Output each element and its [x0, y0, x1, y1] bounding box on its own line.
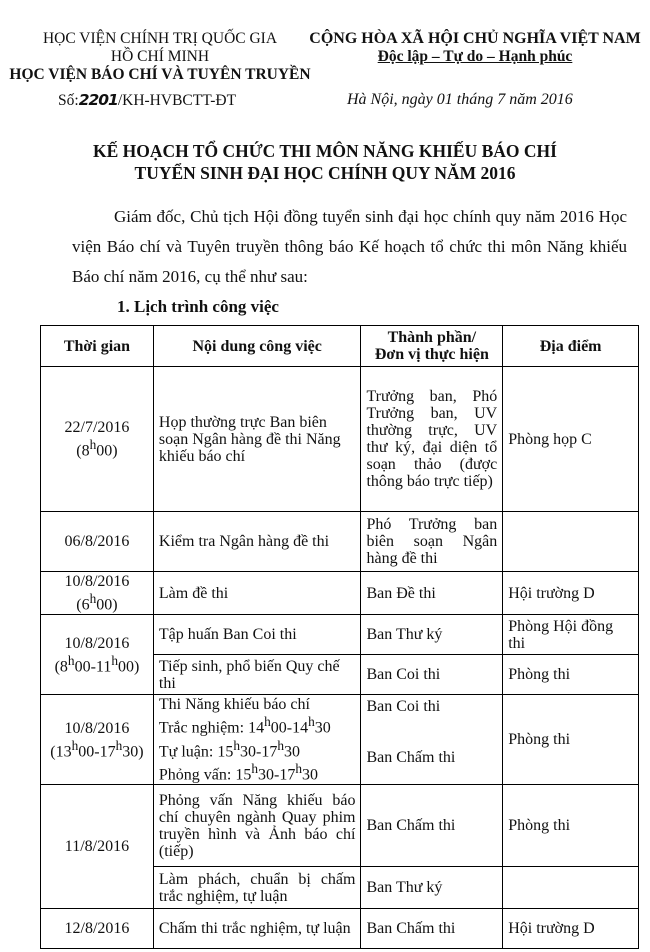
cell-unit: Trưởng ban, Phó Trưởng ban, UV thường trực, UV thư ký, đại diện tổ soạn thảo (được thông báo trực tiếp) — [361, 367, 503, 512]
cell-unit: Ban Coi thi Ban Chấm thi — [361, 695, 503, 785]
cell-place: Phòng thi — [503, 695, 639, 785]
cell-unit: Ban Coi thi — [361, 655, 503, 695]
cell-content: Tiếp sinh, phổ biến Quy chế thi — [153, 655, 361, 695]
cell-unit: Ban Thư ký — [361, 615, 503, 655]
cell-place: Phòng thi — [503, 785, 639, 867]
cell-content: Họp thường trực Ban biên soạn Ngân hàng đề thi Năng khiếu báo chí — [153, 367, 361, 512]
nation-motto: Độc lập – Tự do – Hạnh phúc — [377, 48, 573, 65]
intro-paragraph: Giám đốc, Chủ tịch Hội đồng tuyển sinh đại học chính quy năm 2016 Học viện Báo chí và Tuyên truyền thông báo Kế hoạch tổ chức thi môn Năng khiếu Báo chí năm 2016, cụ thể như sau: — [72, 207, 627, 286]
header-time: Thời gian — [41, 326, 154, 367]
document-title-line-2: TUYỂN SINH ĐẠI HỌC CHÍNH QUY NĂM 2016 — [134, 163, 516, 183]
cell-content: Chấm thi trắc nghiệm, tự luận — [153, 909, 361, 949]
org-line-2: HỒ CHÍ MINH — [110, 48, 210, 65]
cell-place: Phòng Hội đồng thi — [503, 615, 639, 655]
cell-content: Làm đề thi — [153, 572, 361, 615]
cell-place: Phòng họp C — [503, 367, 639, 512]
document-number: Số:2201/KH-HVBCTT-ĐT — [58, 91, 237, 109]
table-row — [41, 367, 639, 512]
cell-content: Làm phách, chuẩn bị chấm trắc nghiệm, tự luận — [153, 867, 361, 909]
national-header — [300, 30, 650, 66]
cell-place: Hội trường D — [503, 909, 639, 949]
cell-unit: Ban Chấm thi — [361, 785, 503, 867]
cell-unit: Ban Đề thi — [361, 572, 503, 615]
cell-content: Phỏng vấn Năng khiếu báo chí chuyên ngành Quay phim truyền hình và Ảnh báo chí (tiếp) — [153, 785, 361, 867]
cell-unit: Ban Chấm thi — [361, 909, 503, 949]
cell-place — [503, 867, 639, 909]
cell-time: 10/8/2016 (8$^h$00-11$^h$00) — [41, 615, 154, 695]
cell-time: 12/8/2016 — [41, 909, 154, 949]
org-line-1: HỌC VIỆN CHÍNH TRỊ QUỐC GIA — [42, 30, 278, 47]
table-row — [41, 572, 639, 615]
cell-time: 06/8/2016 — [41, 512, 154, 572]
cell-time: 11/8/2016 — [41, 785, 154, 909]
table-row — [41, 615, 639, 655]
organization-header — [0, 30, 320, 84]
table-row — [41, 909, 639, 949]
table-row — [41, 512, 639, 572]
cell-content: Kiểm tra Ngân hàng đề thi — [153, 512, 361, 572]
schedule-table — [40, 325, 639, 949]
header-unit: Thành phần/ Đơn vị thực hiện — [361, 326, 503, 367]
cell-content: Tập huấn Ban Coi thi — [153, 615, 361, 655]
cell-unit: Ban Thư ký — [361, 867, 503, 909]
table-header-row — [41, 326, 639, 367]
document-date: Hà Nội, ngày 01 tháng 7 năm 2016 — [347, 91, 573, 108]
cell-time: 10/8/2016 (13$^h$00-17$^h$30) — [41, 695, 154, 785]
header-place: Địa điểm — [503, 326, 639, 367]
cell-place — [503, 512, 639, 572]
cell-place: Phòng thi — [503, 655, 639, 695]
cell-unit: Phó Trưởng ban biên soạn Ngân hàng đề thi — [361, 512, 503, 572]
nation-line-1: CỘNG HÒA XÃ HỘI CHỦ NGHĨA VIỆT NAM — [309, 30, 641, 47]
section-heading: 1. Lịch trình công việc — [117, 297, 279, 316]
handwritten-number: 2201 — [78, 91, 118, 109]
table-row — [41, 785, 639, 867]
cell-time: 22/7/2016 (8$^h$00) — [41, 367, 154, 512]
org-line-3: HỌC VIỆN BÁO CHÍ VÀ TUYÊN TRUYỀN — [9, 66, 311, 83]
cell-time: 10/8/2016 (6$^h$00) — [41, 572, 154, 615]
cell-content: Thi Năng khiếu báo chí Trắc nghiệm: 14$^h$00-14$^h$30 Tự luận: 15$^h$30-17$^h$30 Phỏng vấn: 15$^h$30-17$^h$30 — [153, 695, 361, 785]
cell-place: Hội trường D — [503, 572, 639, 615]
header-content: Nội dung công việc — [153, 326, 361, 367]
table-row — [41, 695, 639, 785]
document-title-line-1: KẾ HOẠCH TỔ CHỨC THI MÔN NĂNG KHIẾU BÁO CHÍ — [93, 141, 557, 161]
